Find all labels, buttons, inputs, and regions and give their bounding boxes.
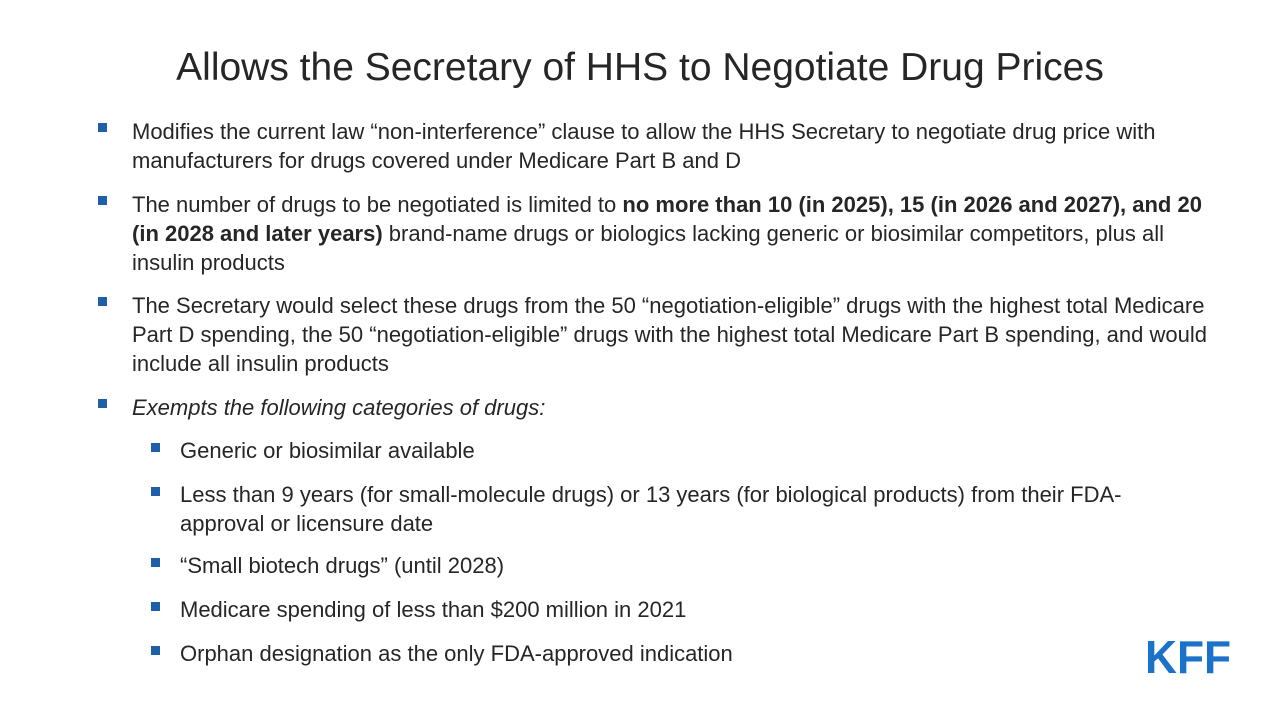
square-bullet-icon bbox=[151, 487, 160, 496]
square-bullet-icon bbox=[98, 196, 107, 205]
bullet-text-bold: no more than 10 (in 2025), 15 (in 2026 and 2027), and 20 (in 2028 and later years) bbox=[132, 192, 1202, 246]
sub-bullet-item bbox=[180, 551, 1200, 580]
square-bullet-icon bbox=[98, 399, 107, 408]
square-bullet-icon bbox=[98, 123, 107, 132]
sub-bullet-item bbox=[180, 639, 1200, 668]
bullet-text: Modifies the current law “non-interference” clause to allow the HHS Secretary to negotiate drug price with manufacturers for drugs covered under Medicare Part B and D bbox=[132, 119, 1156, 173]
bullet-text: The Secretary would select these drugs from the 50 “negotiation-eligible” drugs with the highest total Medicare Part D spending, the 50 “negotiation-eligible” drugs with the highest total Medicare Part B spending, and would include all insulin products bbox=[132, 293, 1207, 376]
bullet-item-selection bbox=[132, 291, 1212, 378]
bullet-text-before: The number of drugs to be negotiated is limited to bbox=[132, 192, 623, 217]
sub-bullet-text: “Small biotech drugs” (until 2028) bbox=[180, 553, 505, 578]
sub-bullet-text: Orphan designation as the only FDA-approved indication bbox=[180, 641, 733, 666]
sub-bullet-text: Generic or biosimilar available bbox=[180, 438, 475, 463]
kff-logo bbox=[1144, 636, 1232, 676]
bullet-item-non-interference bbox=[132, 117, 1212, 175]
slide-title: Allows the Secretary of HHS to Negotiate Drug Prices bbox=[176, 46, 1104, 89]
square-bullet-icon bbox=[151, 646, 160, 655]
square-bullet-icon bbox=[151, 443, 160, 452]
sub-bullet-item bbox=[180, 436, 1200, 465]
square-bullet-icon bbox=[98, 297, 107, 306]
sub-bullet-text: Medicare spending of less than $200 million in 2021 bbox=[180, 597, 687, 622]
bullet-item-drug-limit bbox=[132, 190, 1212, 277]
kff-logo-text: KFF bbox=[1145, 636, 1231, 676]
square-bullet-icon bbox=[151, 558, 160, 567]
sub-bullet-text: Less than 9 years (for small-molecule drugs) or 13 years (for biological products) from their FDA-approval or licensure date bbox=[180, 482, 1122, 536]
bullet-text-after: brand-name drugs or biologics lacking generic or biosimilar competitors, plus all insulin products bbox=[132, 221, 1165, 275]
square-bullet-icon bbox=[151, 602, 160, 611]
sub-bullet-item bbox=[180, 595, 1200, 624]
sub-bullet-item bbox=[180, 480, 1200, 538]
bullet-text: Exempts the following categories of drugs: bbox=[132, 395, 546, 420]
bullet-item-exemptions bbox=[132, 393, 1212, 422]
